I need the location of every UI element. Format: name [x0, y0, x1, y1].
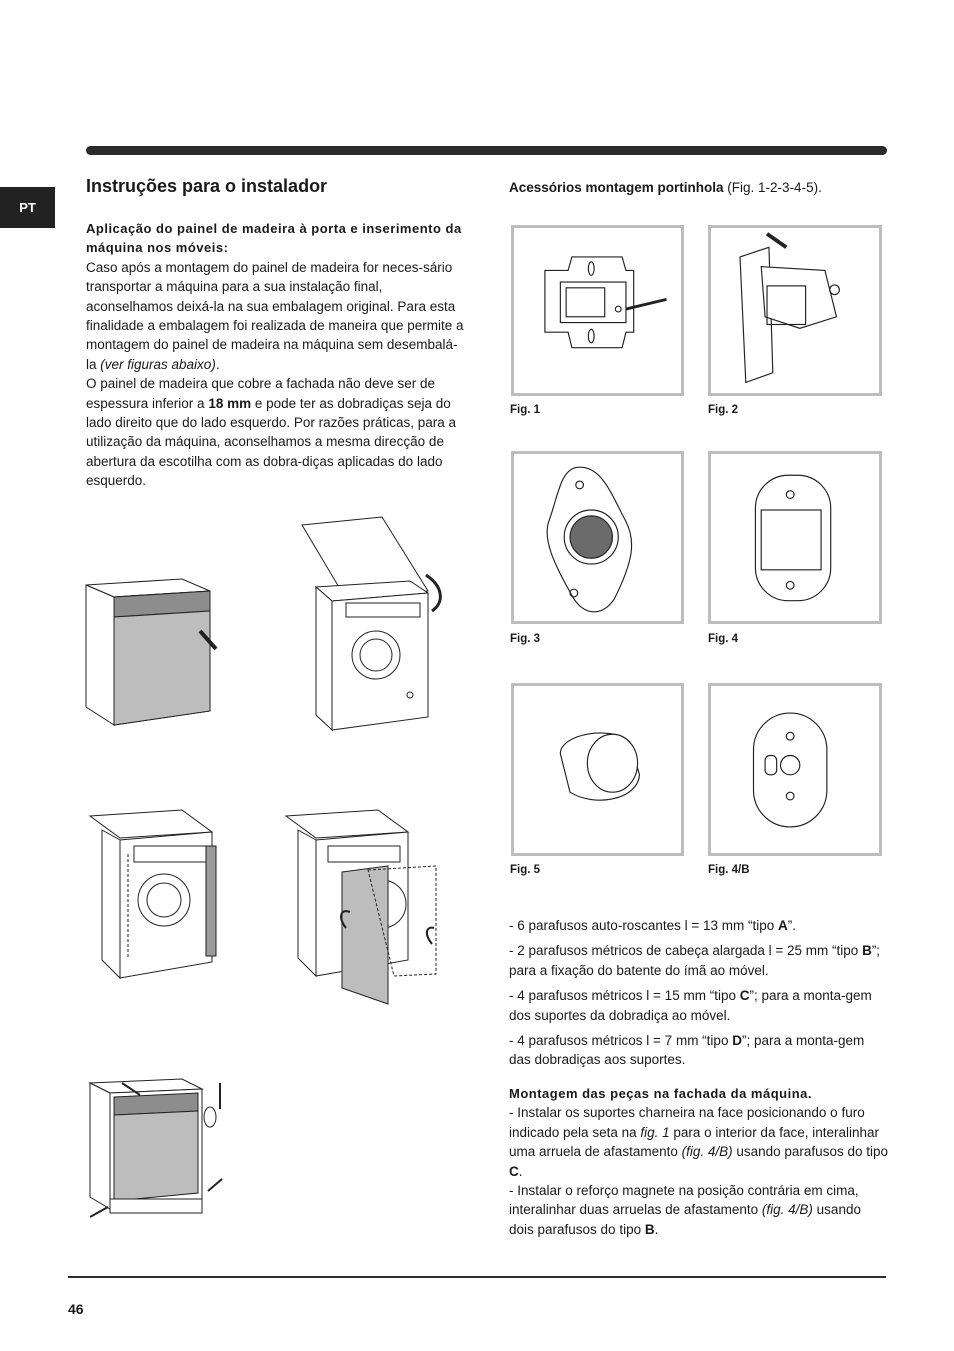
figure-1-label: Fig. 1 — [510, 404, 541, 416]
screw-item: - 6 parafusos auto-roscantes l = 13 mm “tipo A”. — [509, 918, 796, 933]
strike-plate-diagram — [711, 454, 879, 621]
figure-4b-label: Fig. 4/B — [708, 864, 750, 876]
hinge-support-diagram — [514, 228, 681, 393]
paragraph-1: Caso após a montagem do painel de madeira for neces-sário transportar a máquina para a sua instalação final, aconselhamos deixá-la na sua embalagem original. Para esta finalidade a embalagem foi realizada de maneira que permite a montagem do painel de madeira na máquina sem desembalá-la (ver figuras abaixo). — [86, 259, 464, 372]
mounting-section — [509, 1084, 889, 1239]
spacer-washer-diagram — [514, 686, 681, 853]
figure-2 — [708, 225, 882, 396]
washer-final-assembly-illustration — [86, 1075, 236, 1225]
spacer-plate-diagram — [711, 686, 879, 853]
washer-panel-fitting-illustration — [86, 808, 246, 983]
washer-door-panel-illustration — [282, 808, 457, 1008]
figure-4b — [708, 683, 882, 856]
section-subhead: Aplicação do painel de madeira à porta e inserimento da máquina nos móveis: — [86, 221, 462, 256]
page-title: Instruções para o instalador — [86, 176, 328, 196]
screws-list — [509, 916, 889, 1076]
figure-1 — [511, 225, 684, 396]
bottom-rule — [68, 1276, 886, 1278]
mounting-step-1: - Instalar os suportes charneira na face posicionando o furo indicado pela seta na fig. 1 para o interior da face, interalinhar uma arruela de afastamento (fig. 4/B) usando parafusos do tipo C. — [509, 1105, 888, 1179]
hinge-diagram — [711, 228, 879, 393]
figure-5-label: Fig. 5 — [510, 864, 541, 876]
figure-3-label: Fig. 3 — [510, 633, 541, 645]
mounting-step-2: - Instalar o reforço magnete na posição contrária em cima, interalinhar duas arruelas de afastamento (fig. 4/B) usando dois parafusos do tipo B. — [509, 1183, 861, 1237]
mounting-heading: Montagem das peças na fachada da máquina. — [509, 1086, 812, 1101]
washer-unpacking-illustration — [298, 515, 458, 740]
language-tab: PT — [0, 187, 55, 228]
screw-item: - 4 parafusos métricos l = 7 mm “tipo D”; para a monta-gem das dobradiças aos suportes. — [509, 1033, 865, 1068]
figure-5 — [511, 683, 684, 856]
figure-2-label: Fig. 2 — [708, 404, 739, 416]
figure-3 — [511, 451, 684, 624]
left-column — [86, 219, 466, 491]
figure-4 — [708, 451, 882, 624]
magnet-diagram — [514, 454, 681, 621]
washer-with-panel-illustration — [82, 575, 252, 735]
top-rule — [86, 146, 887, 155]
figure-4-label: Fig. 4 — [708, 633, 739, 645]
page-number: 46 — [68, 1301, 84, 1317]
screw-item: - 4 parafusos métricos l = 15 mm “tipo C”; para a monta-gem dos suportes da dobradiça ao móvel. — [509, 988, 872, 1023]
paragraph-2: O painel de madeira que cobre a fachada não deve ser de espessura inferior a 18 mm e pode ter as dobradiças seja do lado direito que do lado esquerdo. Por razões práticas, para a utilização da máquina, aconselhamos a mesma direcção de abertura da escotilha com as dobra-diças aplicadas do lado esquerdo. — [86, 376, 456, 489]
screw-item: - 2 parafusos métricos de cabeça alargada l = 25 mm “tipo B”; para a fixação do batente do ímã ao móvel. — [509, 943, 881, 978]
accessories-heading: Acessórios montagem portinhola (Fig. 1-2-3-4-5). — [509, 180, 822, 195]
